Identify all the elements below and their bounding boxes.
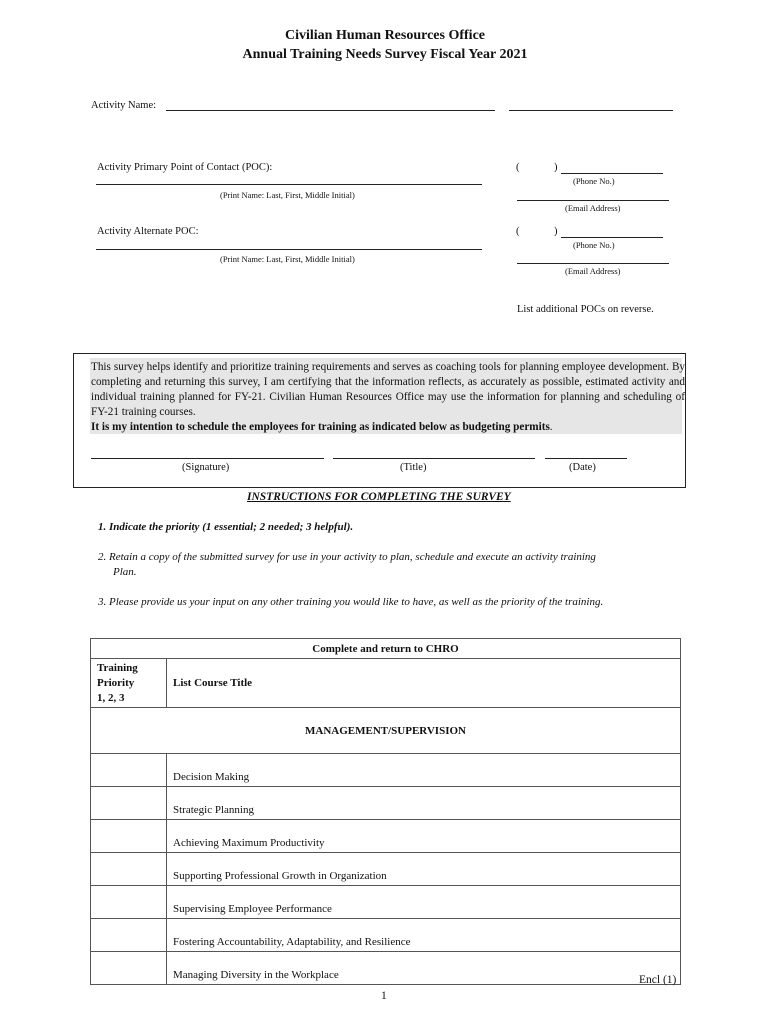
primary-phone-paren-open: (: [516, 162, 520, 173]
primary-phone-field[interactable]: [561, 173, 663, 174]
statement-bold-text: It is my intention to schedule the employees for training as indicated below as budgeting permits: [91, 421, 550, 433]
primary-phone-caption: (Phone No.): [573, 176, 615, 186]
primary-email-field[interactable]: [517, 200, 669, 201]
alternate-poc-name-caption: (Print Name: Last, First, Middle Initial): [220, 254, 355, 264]
course-column-header: List Course Title: [167, 659, 681, 708]
priority-column-header: [91, 659, 167, 708]
table-row: [91, 853, 681, 886]
priority-cell[interactable]: [91, 919, 167, 952]
statement-text: This survey helps identify and prioritize training requirements and serves as coaching tools for planning employee development. By completing and returning this survey, I am certifying that the information reflects, as accurately as possible, estimated activity and individual training planned for FY-21. Civilian Human Resources Office may use the information for planning and scheduling of FY-21 training courses.: [91, 361, 685, 418]
priority-header-line-2: Priority: [97, 676, 135, 689]
course-title: Achieving Maximum Productivity: [167, 820, 681, 853]
priority-cell[interactable]: [91, 820, 167, 853]
table-row: [91, 787, 681, 820]
table-title: Complete and return to CHRO: [91, 639, 681, 659]
statement-bold-tail: .: [549, 421, 553, 433]
activity-name-label: Activity Name:: [91, 100, 157, 111]
training-survey-table: [90, 638, 681, 985]
priority-cell[interactable]: [91, 886, 167, 919]
alternate-poc-name-field[interactable]: [96, 249, 482, 250]
priority-cell[interactable]: [91, 754, 167, 787]
page-number: 1: [381, 990, 387, 1002]
alternate-poc-label: Activity Alternate POC:: [97, 226, 199, 237]
form-title: Civilian Human Resources Office: [284, 28, 485, 43]
course-title: Strategic Planning: [167, 787, 681, 820]
signature-field[interactable]: [91, 458, 324, 459]
date-field[interactable]: [545, 458, 627, 459]
form-subtitle: Annual Training Needs Survey Fiscal Year 2021: [242, 47, 528, 62]
title-caption: (Title): [400, 462, 427, 473]
alternate-email-caption: (Email Address): [565, 266, 621, 276]
alternate-phone-paren-open: (: [516, 226, 520, 237]
primary-poc-name-field[interactable]: [96, 184, 482, 185]
primary-poc-name-caption: (Print Name: Last, First, Middle Initial): [220, 190, 355, 200]
course-title: Supporting Professional Growth in Organization: [167, 853, 681, 886]
enclosure-label: Encl (1): [639, 974, 677, 986]
priority-cell[interactable]: [91, 787, 167, 820]
certification-box: [73, 353, 686, 488]
certification-statement: [91, 360, 685, 435]
instruction-item-2-continued: Plan.: [113, 566, 137, 578]
alternate-phone-caption: (Phone No.): [573, 240, 615, 250]
section-management-supervision: MANAGEMENT/SUPERVISION: [91, 708, 681, 754]
primary-email-caption: (Email Address): [565, 203, 621, 213]
instructions-heading: INSTRUCTIONS FOR COMPLETING THE SURVEY: [247, 491, 511, 503]
signature-caption: (Signature): [182, 462, 230, 473]
alternate-phone-field[interactable]: [561, 237, 663, 238]
priority-cell[interactable]: [91, 853, 167, 886]
table-row: [91, 952, 681, 985]
priority-header-line-3: 1, 2, 3: [97, 691, 125, 704]
table-row: [91, 919, 681, 952]
alternate-email-field[interactable]: [517, 263, 669, 264]
additional-pocs-note: List additional POCs on reverse.: [517, 304, 654, 315]
table-row: [91, 820, 681, 853]
course-title: Fostering Accountability, Adaptability, and Resilience: [167, 919, 681, 952]
instruction-item-3: 3. Please provide us your input on any other training you would like to have, as well as the priority of the training.: [98, 596, 604, 608]
instruction-item-1: 1. Indicate the priority (1 essential; 2 needed; 3 helpful).: [98, 521, 354, 533]
activity-name-field-2[interactable]: [509, 110, 673, 111]
course-title: Managing Diversity in the Workplace: [167, 952, 681, 985]
date-caption: (Date): [569, 462, 596, 473]
course-title: Supervising Employee Performance: [167, 886, 681, 919]
instruction-item-2: 2. Retain a copy of the submitted survey for use in your activity to plan, schedule and execute an activity training: [98, 551, 596, 563]
primary-phone-paren-close: ): [554, 162, 558, 173]
table-row: [91, 886, 681, 919]
course-title: Decision Making: [167, 754, 681, 787]
title-field[interactable]: [333, 458, 535, 459]
alternate-phone-paren-close: ): [554, 226, 558, 237]
primary-poc-label: Activity Primary Point of Contact (POC):: [97, 162, 273, 173]
table-row: [91, 754, 681, 787]
priority-cell[interactable]: [91, 952, 167, 985]
activity-name-field[interactable]: [166, 110, 495, 111]
priority-header-line-1: Training: [97, 661, 138, 674]
